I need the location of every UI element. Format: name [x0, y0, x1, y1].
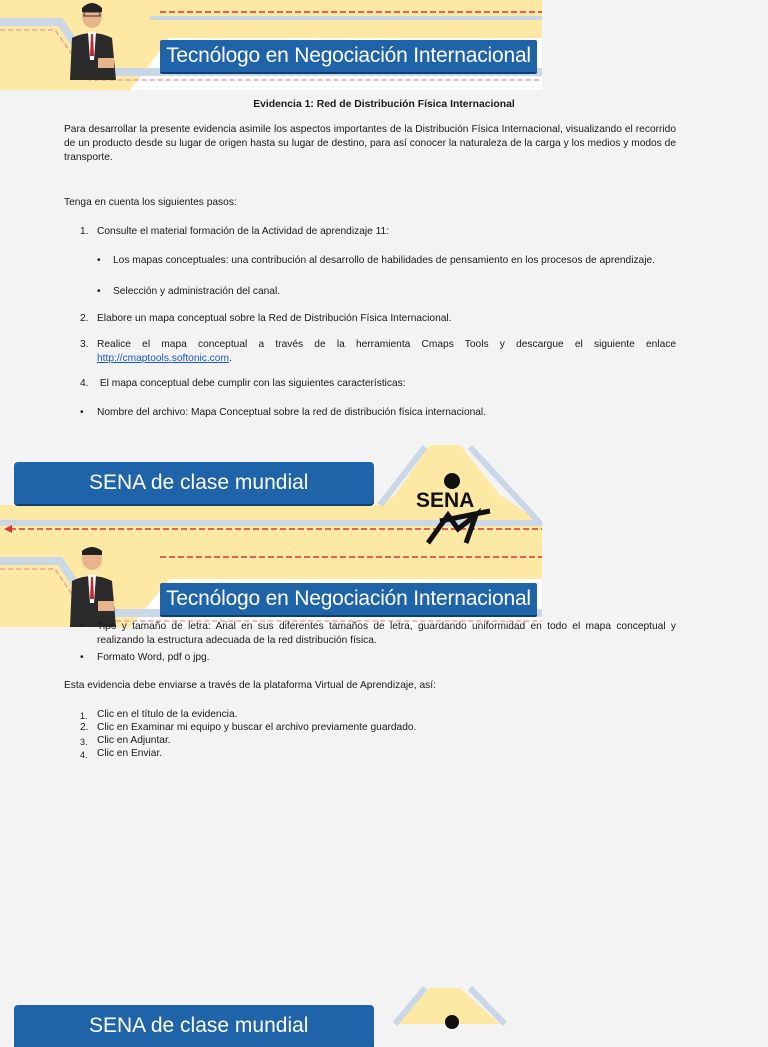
step-text: [97, 338, 676, 366]
footer-banner-page-2: [0, 988, 542, 1037]
submit-intro: Esta evidencia debe enviarse a través de la plataforma Virtual de Aprendizaje, así:: [64, 680, 436, 691]
sub-bullet-item: Selección y administración del canal.: [113, 286, 281, 297]
step-text: Consulte el material formación de la Actividad de aprendizaje 11:: [97, 226, 390, 237]
step-number: 4.: [80, 378, 89, 389]
footer-slogan: SENA de clase mundial: [14, 1005, 374, 1047]
sena-logo-dot: [445, 1015, 459, 1029]
program-title: Tecnólogo en Negociación Internacional: [160, 40, 537, 72]
step-text: El mapa conceptual debe cumplir con las siguientes características:: [97, 378, 406, 389]
characteristic-item: Formato Word, pdf o jpg.: [97, 652, 210, 663]
footer-slogan: SENA de clase mundial: [14, 462, 374, 504]
header-banner-page-2: [0, 549, 542, 627]
bullet-icon: •: [97, 255, 101, 266]
bullet-icon: •: [80, 621, 84, 632]
characteristic-item: Tipo y tamaño de letra: Arial en sus diferentes tamaños de letra, guardando uniformidad en todo el mapa conceptual y realizando la estructura adecuada de la red distribución física.: [97, 621, 676, 646]
submit-step-number: 1.: [80, 711, 88, 721]
cmaptools-link[interactable]: http://cmaptools.softonic.com: [97, 353, 229, 364]
intro-paragraph: Para desarrollar la presente evidencia asimile los aspectos importantes de la Distribución Física Internacional, visualizando el recorrido de un producto desde su lugar de origen hasta su lugar de destino, para así conocer la naturaleza de la carga y los medios y modos de transporte.: [64, 124, 676, 163]
steps-intro: Tenga en cuenta los siguientes pasos:: [64, 197, 237, 208]
sub-bullet-item: Los mapas conceptuales: una contribución al desarrollo de habilidades de pensamiento en los procesos de aprendizaje.: [113, 255, 655, 266]
step-number: 1.: [80, 226, 89, 237]
step-number: 2.: [80, 313, 89, 324]
step-3-period: .: [228, 353, 232, 364]
bullet-icon: •: [80, 407, 84, 418]
step-text: Elabore un mapa conceptual sobre la Red de Distribución Física Internacional.: [97, 313, 452, 324]
characteristic-item: Nombre del archivo: Mapa Conceptual sobre la red de distribución física internacional.: [97, 407, 487, 418]
submit-step-text: Clic en Enviar.: [97, 748, 163, 759]
header-banner: [0, 0, 542, 90]
sena-logo-text: SENA: [416, 489, 475, 512]
bullet-icon: •: [80, 652, 84, 663]
step-3-text: Realice el mapa conceptual a través de la herramienta Cmaps Tools y descargue el siguiente enlace: [97, 339, 676, 350]
document-body: [64, 123, 676, 423]
step-number: 3.: [80, 339, 89, 350]
bullet-icon: •: [97, 286, 101, 297]
document-title: Evidencia 1: Red de Distribución Física Internacional: [253, 99, 515, 110]
submit-step-text: Clic en Adjuntar.: [97, 735, 171, 746]
footer-banner: [0, 445, 542, 549]
submit-step-number: 2.: [80, 722, 89, 733]
submit-step-number: 3.: [80, 737, 88, 747]
document-body-page-2: [64, 620, 676, 770]
submit-step-number: 4.: [80, 750, 88, 760]
submit-step-text: Clic en Examinar mi equipo y buscar el archivo previamente guardado.: [97, 722, 417, 733]
program-title: Tecnólogo en Negociación Internacional: [160, 583, 537, 615]
submit-step-text: Clic en el título de la evidencia.: [97, 709, 238, 720]
